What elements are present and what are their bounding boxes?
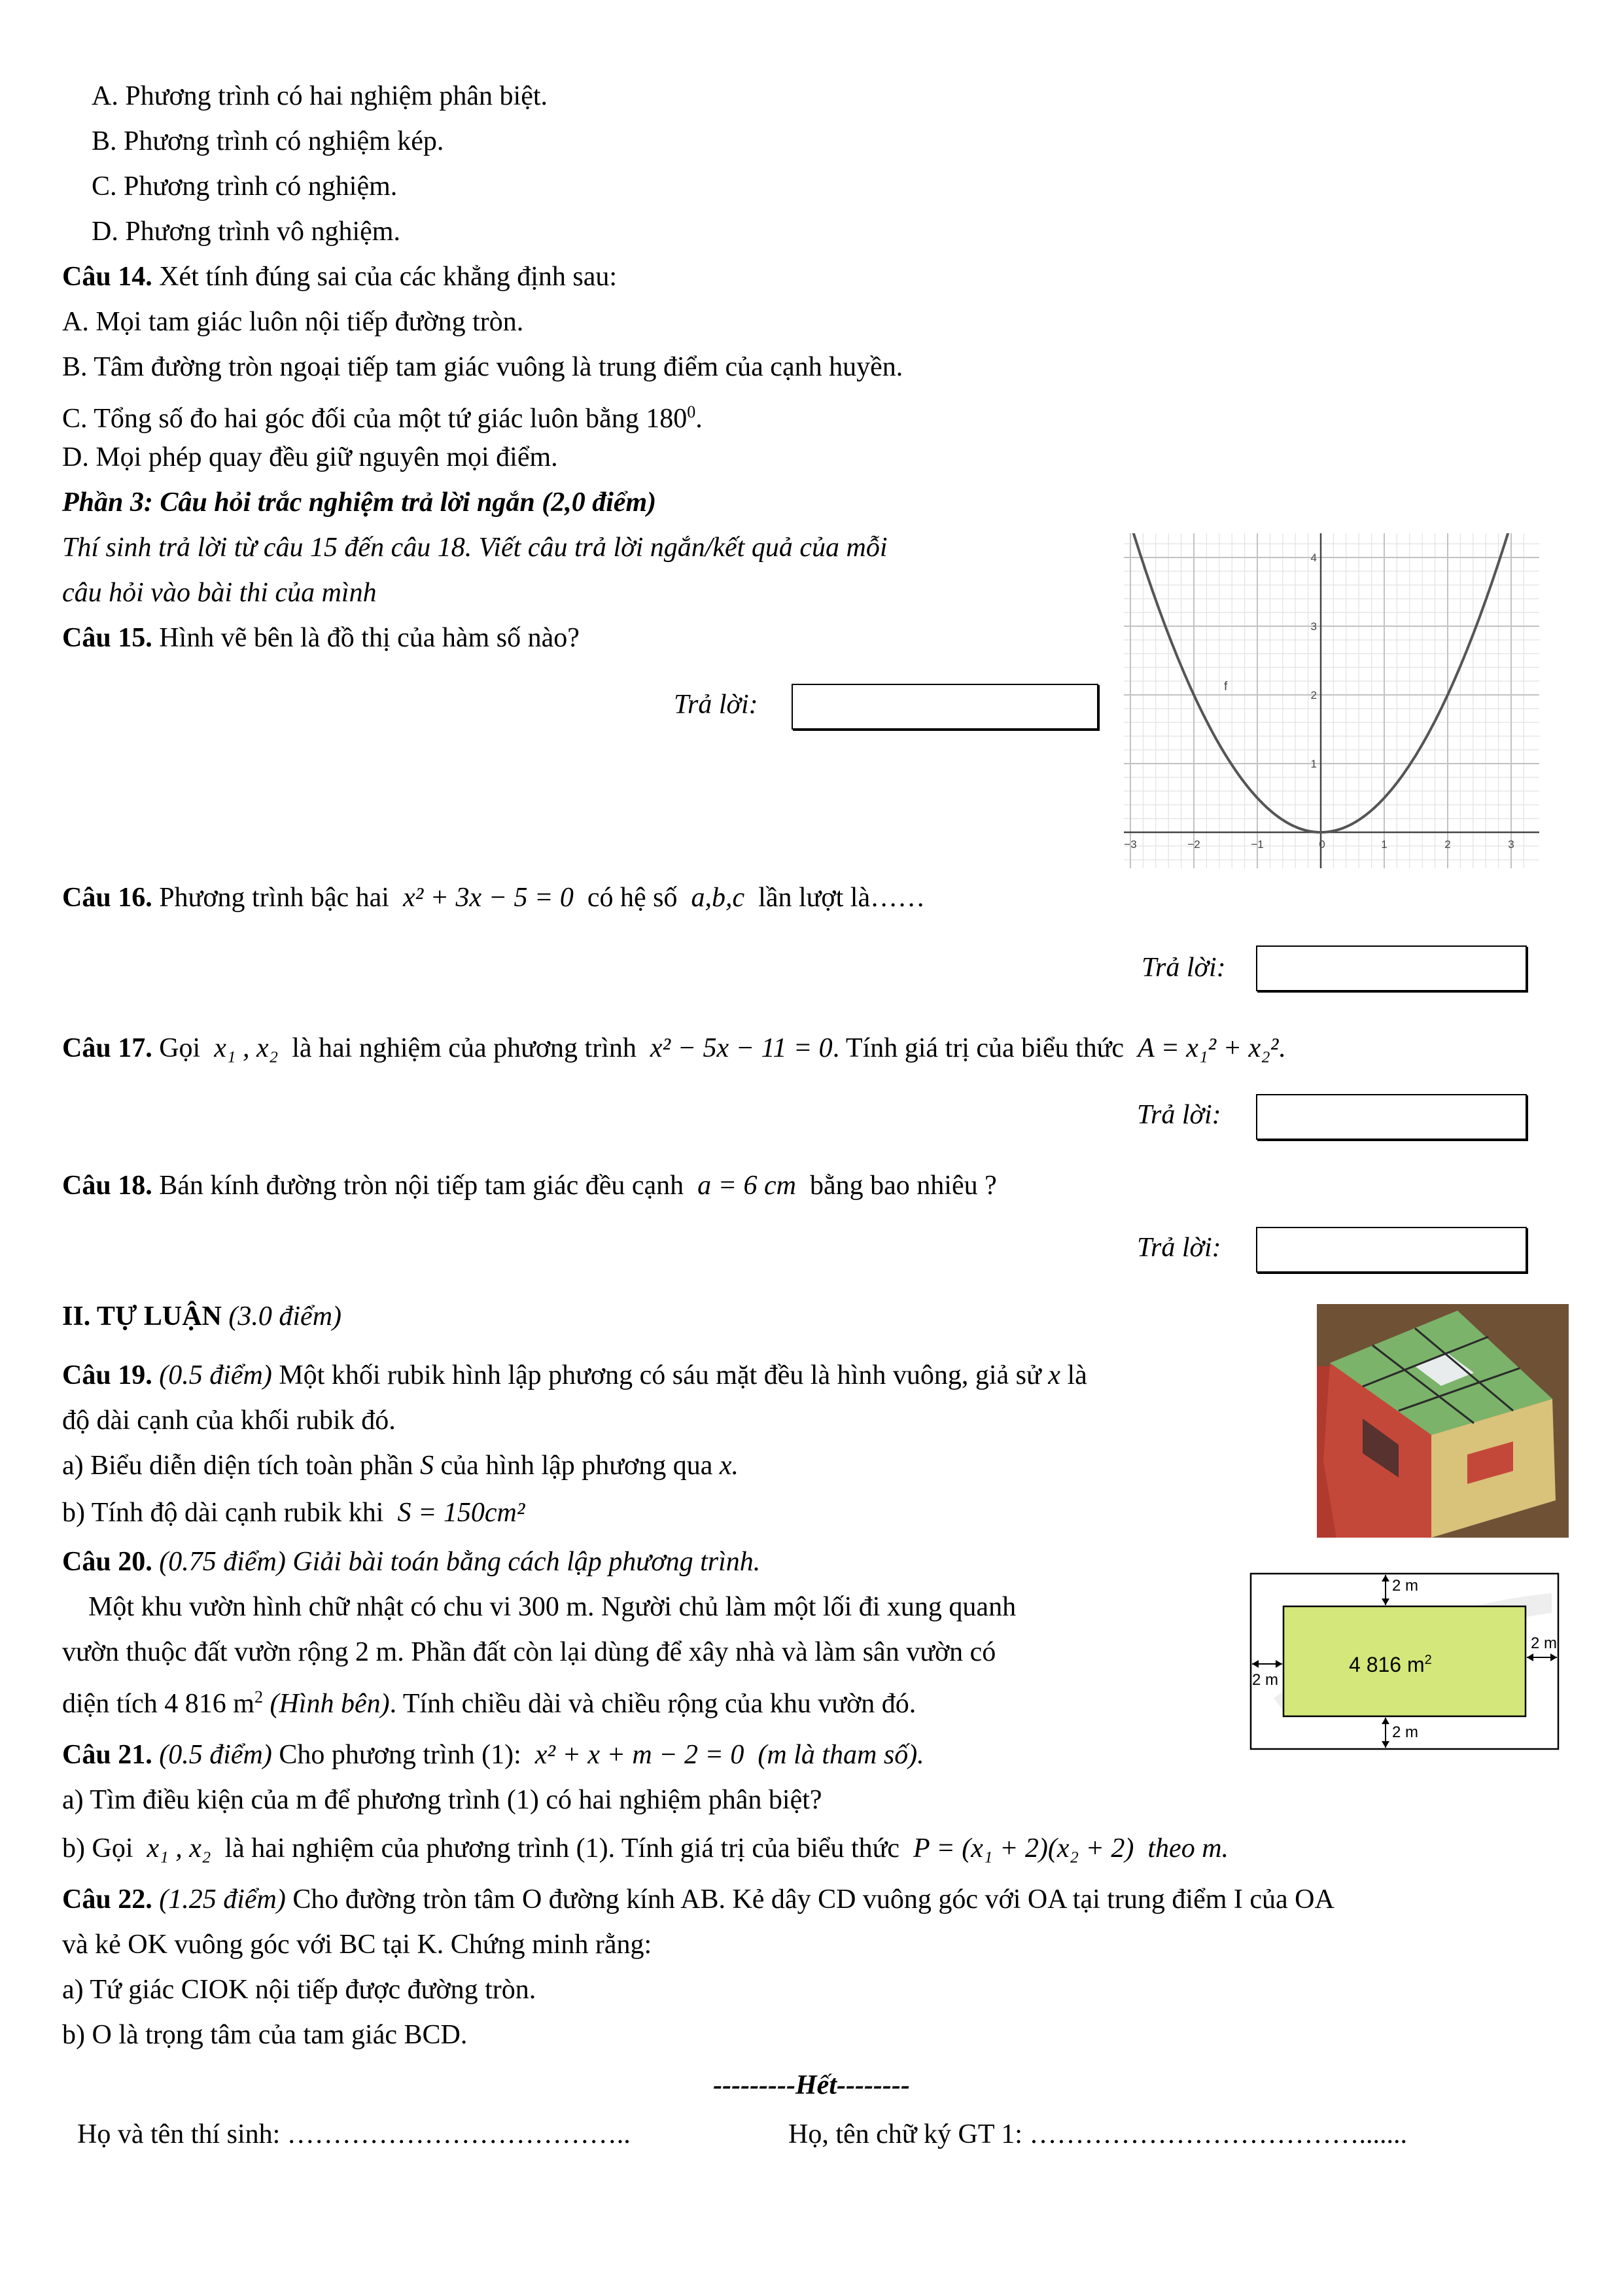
q20-line-2: vườn thuộc đất vườn rộng 2 m. Phần đất còn lại dùng để xây nhà và làm sân vườn có: [62, 1637, 996, 1667]
q21-note: (m là tham số).: [758, 1740, 924, 1770]
garden-figure: [1212, 1567, 1565, 1763]
x-tick-label: −2: [1187, 838, 1200, 851]
q15-question: [62, 620, 580, 656]
q19-a-mid: của hình lập phương qua: [440, 1451, 713, 1481]
bottom-arrow-head: [1382, 1718, 1389, 1724]
q19-label: Câu 19.: [62, 1360, 152, 1390]
q15-label: Câu 15.: [62, 623, 152, 653]
q19-x: x: [1048, 1360, 1060, 1390]
q21-b-end: theo m.: [1147, 1833, 1229, 1863]
q14-c-text: C. Tổng số đo hai góc đối của một tứ giác luôn bằng 180: [62, 404, 688, 434]
q22-points: (1.25 điểm): [159, 1884, 286, 1915]
y-tick-label: 4: [1310, 552, 1317, 564]
q14-c: [62, 395, 703, 436]
q20-l3c: . Tính chiều dài và chiều rộng của khu vườn đó.: [389, 1689, 916, 1719]
q19-t1b: là: [1067, 1360, 1087, 1390]
q17-t4: .: [1278, 1033, 1285, 1063]
q17-answer-box[interactable]: [1256, 1094, 1527, 1140]
q15-answer-box[interactable]: [792, 684, 1098, 730]
q21-points: (0.5 điểm): [159, 1740, 272, 1770]
left-dim-label: 2 m: [1252, 1671, 1279, 1689]
rubik-cube-photo: [1317, 1304, 1569, 1538]
q16-t3: lần lượt là……: [758, 883, 926, 913]
x-tick-label: 0: [1319, 838, 1325, 851]
q19-part-a: [62, 1448, 739, 1483]
y-tick-label: 3: [1310, 620, 1317, 633]
q21-question: [62, 1737, 924, 1773]
top-dim-label: 2 m: [1392, 1577, 1419, 1595]
q15-text: Hình vẽ bên là đồ thị của hàm số nào?: [159, 623, 580, 653]
part3-instr-1: Thí sinh trả lời từ câu 15 đến câu 18. Viết câu trả lời ngắn/kết quả của mỗi: [62, 533, 888, 563]
q16-answer-box[interactable]: [1256, 945, 1527, 991]
q22-label: Câu 22.: [62, 1884, 152, 1915]
q17-t3: . Tính giá trị của biểu thức: [832, 1033, 1125, 1063]
q20-line-1: Một khu vườn hình chữ nhật có chu vi 300 m. Người chủ làm một lối đi xung quanh: [88, 1592, 1017, 1622]
curve-label-f: f: [1224, 680, 1228, 694]
left-arrow-head: [1252, 1660, 1259, 1668]
q21-b-mid: là hai nghiệm của phương trình (1). Tính giá trị của biểu thức: [224, 1833, 900, 1863]
graph-major-grid: [1124, 533, 1539, 868]
q18-answer-label: Trả lời:: [1137, 1233, 1221, 1263]
q21-part-b: [62, 1831, 1229, 1866]
area-value: 4 816 m: [1349, 1653, 1425, 1676]
q17-t1: Gọi: [159, 1033, 201, 1063]
q21-part-a: a) Tìm điều kiện của m để phương trình (1) có hai nghiệm phân biệt?: [62, 1785, 822, 1815]
part3-title: Phần 3: Câu hỏi trắc nghiệm trả lời ngắn (2,0 điểm): [62, 487, 657, 518]
q19-b-pre: b) Tính độ dài cạnh rubik khi: [62, 1498, 384, 1528]
q18-t2: bằng bao nhiêu ?: [810, 1171, 997, 1201]
q17-expression: A = x₁² + x₂²: [1138, 1033, 1279, 1063]
q20-question: [62, 1544, 760, 1580]
part2-points: (3.0 điểm): [228, 1301, 342, 1332]
q14-label: Câu 14.: [62, 262, 152, 292]
q18-t1: Bán kính đường tròn nội tiếp tam giác đều cạnh: [159, 1171, 684, 1201]
end-marker: ---------Hết--------: [713, 2070, 910, 2100]
q14-b: B. Tâm đường tròn ngoại tiếp tam giác vuông là trung điểm của cạnh huyền.: [62, 352, 903, 382]
x-tick-label: 1: [1381, 838, 1387, 851]
q14-d: D. Mọi phép quay đều giữ nguyên mọi điểm.: [62, 442, 558, 472]
q16-answer-label: Trả lời:: [1142, 953, 1226, 983]
q19-t1: Một khối rubik hình lập phương có sáu mặt đều là hình vuông, giả sử: [279, 1360, 1041, 1390]
q20-l3b: (Hình bên): [270, 1689, 390, 1719]
q22-line-2: và kẻ OK vuông góc với BC tại K. Chứng minh rằng:: [62, 1930, 652, 1960]
q21-t1: Cho phương trình (1):: [279, 1740, 521, 1770]
q21-label: Câu 21.: [62, 1740, 152, 1770]
q13-option-a: A. Phương trình có hai nghiệm phân biệt.: [92, 81, 548, 111]
q17-question: [62, 1031, 1285, 1066]
x-tick-labels: [1124, 838, 1514, 851]
q21-b-vars: x₁ , x₂: [147, 1833, 211, 1863]
q19-b-eq: S = 150cm²: [397, 1498, 525, 1528]
q14-a: A. Mọi tam giác luôn nội tiếp đường tròn.: [62, 307, 524, 337]
right-dim-label: 2 m: [1531, 1634, 1558, 1652]
q17-t2: là hai nghiệm của phương trình: [292, 1033, 637, 1063]
q19-t2: độ dài cạnh của khối rubik đó.: [62, 1405, 396, 1436]
q16-coef: a,b,c: [691, 883, 745, 913]
q19-a-x: x.: [719, 1451, 739, 1481]
q17-label: Câu 17.: [62, 1033, 152, 1063]
q17-answer-label: Trả lời:: [1137, 1100, 1221, 1130]
q18-label: Câu 18.: [62, 1171, 152, 1201]
y-tick-label: 2: [1310, 689, 1317, 701]
q18-value: a = 6 cm: [697, 1171, 796, 1201]
q13-option-c: C. Phương trình có nghiệm.: [92, 171, 398, 202]
q19-points: (0.5 điểm): [159, 1360, 272, 1390]
q16-question: [62, 880, 925, 915]
footer-supervisor-signature: Họ, tên chữ ký GT 1: ……………………………….......: [788, 2119, 1407, 2149]
y-tick-label: 1: [1310, 758, 1317, 770]
q21-b-pre: b) Gọi: [62, 1833, 133, 1863]
x-tick-label: 2: [1444, 838, 1451, 851]
q14-c-end: .: [695, 404, 703, 434]
q16-equation: x² + 3x − 5 = 0: [402, 883, 574, 913]
x-tick-label: −1: [1251, 838, 1264, 851]
bottom-dim-label: 2 m: [1392, 1723, 1419, 1741]
bottom-arrow-head: [1382, 1741, 1389, 1748]
y-tick-labels: [1311, 552, 1317, 770]
q20-l3a: diện tích 4 816 m: [62, 1689, 254, 1719]
part3-instr-2: câu hỏi vào bài thi của mình: [62, 578, 377, 608]
q22-question: [62, 1882, 1335, 1917]
q19-a-pre: a) Biểu diễn diện tích toàn phần: [62, 1451, 413, 1481]
q20-label: Câu 20.: [62, 1547, 152, 1577]
q20-points: (0.75 điểm): [159, 1547, 286, 1577]
q17-vars: x₁ , x₂: [214, 1033, 279, 1063]
q19-part-b: [62, 1495, 525, 1530]
area-sup: 2: [1424, 1653, 1432, 1667]
q22-line-1: Cho đường tròn tâm O đường kính AB. Kẻ dây CD vuông góc với OA tại trung điểm I của OA: [292, 1884, 1335, 1915]
graph-minor-grid: [1124, 533, 1539, 868]
q20-line-3: [62, 1680, 916, 1722]
q21-b-expr: P = (x₁ + 2)(x₂ + 2): [913, 1833, 1134, 1863]
q18-question: [62, 1168, 997, 1203]
parabola-graph: [1124, 533, 1539, 868]
q19-a-S: S: [420, 1451, 434, 1481]
left-arrow-head: [1276, 1660, 1282, 1668]
q14-text: Xét tính đúng sai của các khẳng định sau:: [159, 262, 618, 292]
q16-t2: có hệ số: [587, 883, 678, 913]
q16-label: Câu 16.: [62, 883, 152, 913]
q18-answer-box[interactable]: [1256, 1227, 1527, 1273]
q16-t1: Phương trình bậc hai: [159, 883, 389, 913]
top-arrow-head: [1382, 1575, 1389, 1581]
part2-heading: [62, 1299, 341, 1334]
x-tick-label: 3: [1508, 838, 1514, 851]
q13-option-d: D. Phương trình vô nghiệm.: [92, 217, 400, 247]
q15-answer-label: Trả lời:: [674, 690, 758, 720]
q17-equation: x² − 5x − 11 = 0: [650, 1033, 833, 1063]
right-arrow-head: [1550, 1653, 1557, 1661]
footer-candidate-name: Họ và tên thí sinh: ………………………………..: [77, 2119, 631, 2149]
right-arrow-head: [1527, 1653, 1533, 1661]
q14-question: [62, 259, 617, 294]
q22-part-b: b) O là trọng tâm của tam giác BCD.: [62, 2020, 468, 2050]
q22-part-a: a) Tứ giác CIOK nội tiếp được đường tròn.: [62, 1975, 536, 2005]
x-tick-label: −3: [1124, 838, 1137, 851]
q19-question: [62, 1358, 1087, 1393]
q20-instr: Giải bài toán bằng cách lập phương trình.: [292, 1547, 761, 1577]
area-label: [1349, 1653, 1432, 1676]
part2-title: II. TỰ LUẬN: [62, 1301, 222, 1332]
q21-equation: x² + x + m − 2 = 0: [534, 1740, 744, 1770]
q14-c-sup: 0: [687, 402, 696, 421]
top-arrow-head: [1382, 1598, 1389, 1605]
q13-option-b: B. Phương trình có nghiệm kép.: [92, 126, 444, 156]
q20-l3-sup: 2: [254, 1687, 263, 1706]
